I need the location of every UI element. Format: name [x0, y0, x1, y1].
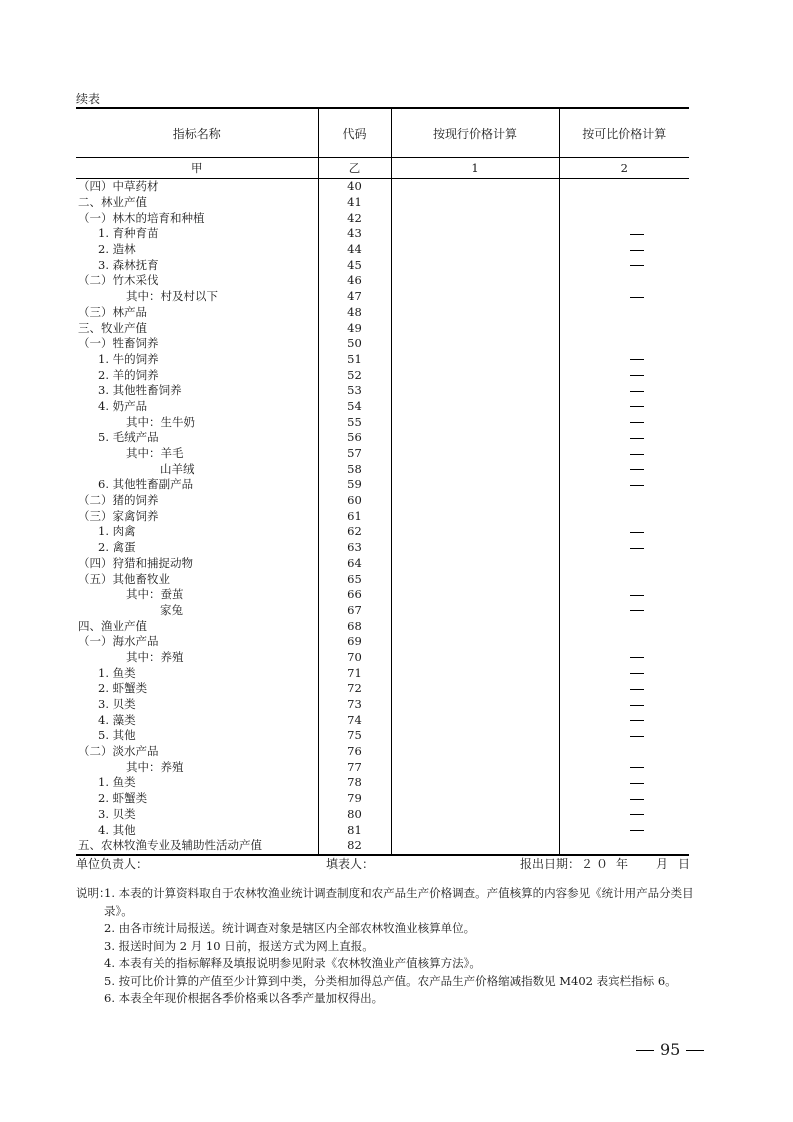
table-row [76, 305, 689, 321]
subheader-name: 甲 [76, 158, 318, 179]
indicator-name-cell: （一）林木的培育和种植 [78, 210, 205, 225]
not-applicable-dash [630, 830, 644, 831]
current-price-cell[interactable] [391, 556, 559, 572]
current-price-cell[interactable] [391, 493, 559, 509]
comparable-price-cell [559, 712, 689, 728]
comparable-price-cell [559, 383, 689, 399]
indicator-name-cell: 5. 毛绒产品 [98, 430, 159, 445]
indicator-code-cell: 80 [318, 807, 391, 823]
indicator-name-cell: （五）其他畜牧业 [78, 571, 170, 586]
indicator-name-cell: 2. 羊的饲养 [98, 367, 159, 382]
not-applicable-dash [630, 250, 644, 251]
current-price-cell[interactable] [391, 195, 559, 211]
indicator-code-cell: 50 [318, 336, 391, 352]
indicator-name-cell: 2. 造林 [98, 242, 136, 257]
comparable-price-cell[interactable] [559, 336, 689, 352]
not-applicable-dash [630, 767, 644, 768]
comparable-price-cell [559, 665, 689, 681]
page-number-value: 95 [660, 1040, 681, 1059]
comparable-price-cell [559, 352, 689, 368]
not-applicable-dash [630, 610, 644, 611]
not-applicable-dash [630, 297, 644, 298]
page-number-right-dash [686, 1050, 704, 1051]
current-price-cell[interactable] [391, 791, 559, 807]
indicator-name-cell: 其中：生牛奶 [126, 414, 195, 429]
indicator-name-cell: 五、农林牧渔专业及辅助性活动产值 [76, 838, 318, 855]
comparable-price-cell [559, 540, 689, 556]
indicator-code-cell: 56 [318, 430, 391, 446]
comparable-price-cell[interactable] [559, 179, 689, 195]
table-row [76, 195, 689, 211]
indicator-name-cell: 山羊绒 [160, 461, 195, 476]
current-price-cell[interactable] [391, 477, 559, 493]
indicator-code-cell: 53 [318, 383, 391, 399]
not-applicable-dash [630, 720, 644, 721]
indicator-name-cell: 其中：村及村以下 [126, 289, 218, 304]
table-row [76, 336, 689, 352]
current-price-cell[interactable] [391, 759, 559, 775]
current-price-cell[interactable] [391, 289, 559, 305]
indicator-code-cell: 41 [318, 195, 391, 211]
indicator-name-cell: 2. 虾蟹类 [98, 681, 148, 696]
comparable-price-cell [559, 587, 689, 603]
current-price-cell[interactable] [391, 665, 559, 681]
indicator-code-cell: 77 [318, 759, 391, 775]
table-row [76, 242, 689, 258]
indicator-code-cell: 69 [318, 634, 391, 650]
table-row [76, 712, 689, 728]
table-row [76, 822, 689, 838]
current-price-cell[interactable] [391, 367, 559, 383]
not-applicable-dash [630, 673, 644, 674]
comparable-price-cell[interactable] [559, 571, 689, 587]
indicator-code-cell: 59 [318, 477, 391, 493]
table-row [76, 508, 689, 524]
comparable-price-cell [559, 446, 689, 462]
table-row [76, 179, 689, 195]
comparable-price-cell [559, 650, 689, 666]
current-price-cell[interactable] [391, 634, 559, 650]
table-row [76, 744, 689, 760]
note-item: 1. 本表的计算资料取自于农林牧渔业统计调查制度和农产品生产价格调查。产值核算的内容参见《统计用产品分类目录》。 [104, 886, 694, 918]
not-applicable-dash [630, 689, 644, 690]
current-price-cell[interactable] [391, 728, 559, 744]
current-price-cell[interactable] [391, 446, 559, 462]
comparable-price-cell[interactable] [559, 618, 689, 634]
header-current-price: 按现行价格计算 [391, 108, 559, 158]
indicator-code-cell: 65 [318, 571, 391, 587]
comparable-price-cell [559, 257, 689, 273]
indicator-name-cell: 4. 藻类 [98, 712, 136, 727]
table-row [76, 226, 689, 242]
table-row [76, 399, 689, 415]
current-price-cell[interactable] [391, 571, 559, 587]
comparable-price-cell [559, 603, 689, 619]
comparable-price-cell [559, 461, 689, 477]
current-price-cell[interactable] [391, 618, 559, 634]
comparable-price-cell [559, 242, 689, 258]
indicator-code-cell: 74 [318, 712, 391, 728]
indicator-name-cell: 1. 育种育苗 [98, 226, 159, 241]
table-row [76, 352, 689, 368]
comparable-price-cell [559, 289, 689, 305]
subheader-comparable: 2 [559, 158, 689, 179]
comparable-price-cell [559, 414, 689, 430]
current-price-cell[interactable] [391, 320, 559, 336]
comparable-price-cell [559, 399, 689, 415]
subheader-current: 1 [391, 158, 559, 179]
not-applicable-dash [630, 469, 644, 470]
indicator-name-cell: （二）猪的饲养 [78, 493, 159, 508]
table-row [76, 634, 689, 650]
indicator-name-cell: 2. 禽蛋 [98, 540, 136, 555]
indicator-name-cell: 三、牧业产值 [78, 320, 147, 335]
current-price-cell[interactable] [391, 650, 559, 666]
not-applicable-dash [630, 814, 644, 815]
current-price-cell[interactable] [391, 210, 559, 226]
comparable-price-cell [559, 791, 689, 807]
indicator-code-cell: 57 [318, 446, 391, 462]
table-row [76, 697, 689, 713]
header-code: 代码 [318, 108, 391, 158]
indicator-code-cell: 60 [318, 493, 391, 509]
comparable-price-cell[interactable] [559, 508, 689, 524]
current-price-cell[interactable] [391, 399, 559, 415]
indicator-code-cell: 67 [318, 603, 391, 619]
comparable-price-cell [559, 681, 689, 697]
indicator-name-cell: 1. 鱼类 [98, 665, 136, 680]
comparable-price-cell [559, 697, 689, 713]
indicator-code-cell: 82 [318, 838, 391, 855]
note-item: 3. 报送时间为 2 月 10 日前，报送方式为网上直报。 [104, 938, 374, 953]
table-row [76, 320, 689, 336]
indicator-code-cell: 73 [318, 697, 391, 713]
current-price-cell[interactable] [391, 697, 559, 713]
table-row [76, 273, 689, 289]
note-item: 6. 本表全年现价根据各季价格乘以各季产量加权得出。 [104, 991, 384, 1005]
report-month-unit: 月 [656, 857, 669, 871]
table-row [76, 587, 689, 603]
indicator-name-cell: 4. 其他 [98, 822, 136, 837]
current-price-cell[interactable] [391, 587, 559, 603]
table-row [76, 759, 689, 775]
indicator-code-cell: 61 [318, 508, 391, 524]
indicator-name-cell: 3. 贝类 [98, 806, 136, 821]
indicator-name-cell: 其中：羊毛 [126, 446, 184, 461]
not-applicable-dash [630, 438, 644, 439]
indicator-code-cell: 62 [318, 524, 391, 540]
comparable-price-cell[interactable] [559, 320, 689, 336]
current-price-cell[interactable] [391, 603, 559, 619]
current-price-cell[interactable] [391, 242, 559, 258]
note-item: 2. 由各市统计局报送。统计调查对象是辖区内全部农林牧渔业核算单位。 [104, 921, 476, 935]
table-row [76, 383, 689, 399]
table-row [76, 807, 689, 823]
comparable-price-cell [559, 524, 689, 540]
indicator-code-cell: 43 [318, 226, 391, 242]
indicator-code-cell: 48 [318, 305, 391, 321]
table-row [76, 838, 689, 855]
comparable-price-cell[interactable] [559, 305, 689, 321]
indicator-code-cell: 78 [318, 775, 391, 791]
table-row [76, 681, 689, 697]
indicator-name-cell: 1. 牛的饲养 [98, 351, 159, 366]
current-price-cell[interactable] [391, 383, 559, 399]
comparable-price-cell [559, 367, 689, 383]
indicator-code-cell: 49 [318, 320, 391, 336]
current-price-cell[interactable] [391, 226, 559, 242]
indicator-code-cell: 40 [318, 179, 391, 195]
indicator-name-cell: 其中：蚕茧 [126, 587, 184, 602]
comparable-price-cell[interactable] [559, 556, 689, 572]
indicator-name-cell: （三）家禽饲养 [78, 508, 159, 523]
responsible-label: 单位负责人： [76, 857, 149, 871]
not-applicable-dash [630, 234, 644, 235]
not-applicable-dash [630, 359, 644, 360]
subheader-code: 乙 [318, 158, 391, 179]
indicator-code-cell: 70 [318, 650, 391, 666]
report-year-unit: 年 [616, 857, 629, 871]
table-row [76, 524, 689, 540]
not-applicable-dash [630, 705, 644, 706]
filler-label: 填表人： [326, 857, 375, 871]
indicator-name-cell: 3. 其他牲畜饲养 [98, 383, 182, 398]
table-row [76, 477, 689, 493]
table-row [76, 571, 689, 587]
report-date-label: 报出日期： [520, 857, 581, 871]
indicator-name-cell: （一）牲畜饲养 [78, 336, 159, 351]
table-row [76, 289, 689, 305]
not-applicable-dash [630, 548, 644, 549]
indicator-code-cell: 42 [318, 210, 391, 226]
current-price-cell[interactable] [391, 461, 559, 477]
indicator-code-cell: 66 [318, 587, 391, 603]
table-row [76, 493, 689, 509]
table-row [76, 728, 689, 744]
indicator-code-cell: 63 [318, 540, 391, 556]
table-row [76, 446, 689, 462]
current-price-cell[interactable] [391, 414, 559, 430]
comparable-price-cell [559, 807, 689, 823]
continued-label: 续表 [76, 92, 101, 106]
current-price-cell[interactable] [391, 430, 559, 446]
indicator-code-cell: 76 [318, 744, 391, 760]
indicator-code-cell: 75 [318, 728, 391, 744]
page-number-left-dash [636, 1050, 654, 1051]
comparable-price-cell[interactable] [559, 744, 689, 760]
not-applicable-dash [630, 595, 644, 596]
indicator-code-cell: 68 [318, 618, 391, 634]
indicator-code-cell: 72 [318, 681, 391, 697]
note-item: 5. 按可比价计算的产值至少计算到中类，分类相加得总产值。农产品生产价格缩减指数见 M402 表宾栏指标 6。 [104, 973, 677, 988]
subheader-row [76, 158, 689, 179]
current-price-cell[interactable] [391, 775, 559, 791]
not-applicable-dash [630, 783, 644, 784]
table-row [76, 556, 689, 572]
indicator-code-cell: 46 [318, 273, 391, 289]
table-row [76, 775, 689, 791]
indicator-code-cell: 54 [318, 399, 391, 415]
comparable-price-cell [559, 728, 689, 744]
indicator-name-cell: 家兔 [160, 602, 183, 617]
table-row [76, 414, 689, 430]
not-applicable-dash [630, 265, 644, 266]
indicator-name-cell: （二）淡水产品 [78, 744, 159, 759]
indicator-code-cell: 64 [318, 556, 391, 572]
indicator-name-cell: 四、渔业产值 [78, 618, 147, 633]
not-applicable-dash [630, 736, 644, 737]
indicator-code-cell: 71 [318, 665, 391, 681]
indicator-name-cell: 其中：养殖 [126, 649, 184, 664]
not-applicable-dash [630, 657, 644, 658]
comparable-price-cell [559, 822, 689, 838]
indicator-name-cell: （二）竹木采伐 [78, 273, 159, 288]
not-applicable-dash [630, 532, 644, 533]
header-comparable-price: 按可比价格计算 [559, 108, 689, 158]
indicator-name-cell: 2. 虾蟹类 [98, 791, 148, 806]
indicator-code-cell: 51 [318, 352, 391, 368]
table-row [76, 603, 689, 619]
comparable-price-cell[interactable] [559, 273, 689, 289]
not-applicable-dash [630, 375, 644, 376]
header-row [76, 108, 689, 158]
not-applicable-dash [630, 799, 644, 800]
comparable-price-cell [559, 775, 689, 791]
indicator-name-cell: （四）狩猎和捕捉动物 [78, 555, 193, 570]
indicator-code-cell: 79 [318, 791, 391, 807]
indicator-name-cell: 3. 森林抚育 [98, 257, 159, 272]
comparable-price-cell[interactable] [559, 838, 689, 855]
comparable-price-cell [559, 430, 689, 446]
indicator-name-cell: 3. 贝类 [98, 697, 136, 712]
signature-row [76, 855, 689, 871]
table-row [76, 367, 689, 383]
current-price-cell[interactable] [391, 179, 559, 195]
current-price-cell[interactable] [391, 822, 559, 838]
comparable-price-cell[interactable] [559, 634, 689, 650]
indicator-code-cell: 45 [318, 257, 391, 273]
not-applicable-dash [630, 485, 644, 486]
not-applicable-dash [630, 391, 644, 392]
indicator-name-cell: （一）海水产品 [78, 634, 159, 649]
comparable-price-cell [559, 759, 689, 775]
current-price-cell[interactable] [391, 336, 559, 352]
report-day-unit: 日 [678, 857, 691, 871]
current-price-cell[interactable] [391, 712, 559, 728]
indicator-name-cell: 1. 肉禽 [98, 524, 136, 539]
current-price-cell[interactable] [391, 807, 559, 823]
indicator-code-cell: 58 [318, 461, 391, 477]
table-row [76, 650, 689, 666]
header-name: 指标名称 [76, 108, 318, 158]
report-year-prefix: ２０ [581, 857, 612, 871]
not-applicable-dash [630, 454, 644, 455]
comparable-price-cell [559, 477, 689, 493]
current-price-cell[interactable] [391, 681, 559, 697]
indicator-name-cell: 1. 鱼类 [98, 775, 136, 790]
current-price-cell[interactable] [391, 838, 559, 855]
indicator-name-cell: 其中：养殖 [126, 759, 184, 774]
not-applicable-dash [630, 422, 644, 423]
indicator-code-cell: 55 [318, 414, 391, 430]
comparable-price-cell[interactable] [559, 210, 689, 226]
indicator-name-cell: （三）林产品 [78, 304, 147, 319]
comparable-price-cell [559, 226, 689, 242]
current-price-cell[interactable] [391, 744, 559, 760]
note-item: 4. 本表有关的指标解释及填报说明参见附录《农林牧渔业产值核算方法》。 [104, 956, 481, 970]
page-number [630, 1040, 710, 1059]
current-price-cell[interactable] [391, 305, 559, 321]
comparable-price-cell[interactable] [559, 493, 689, 509]
table-row [76, 257, 689, 273]
current-price-cell[interactable] [391, 352, 559, 368]
indicator-name-cell: （四）中草药材 [78, 179, 159, 194]
comparable-price-cell[interactable] [559, 195, 689, 211]
table-body [76, 179, 689, 855]
table-row [76, 791, 689, 807]
indicator-name-cell: 5. 其他 [98, 728, 136, 743]
table-row [76, 210, 689, 226]
current-price-cell[interactable] [391, 257, 559, 273]
current-price-cell[interactable] [391, 524, 559, 540]
indicator-code-cell: 44 [318, 242, 391, 258]
table-row [76, 618, 689, 634]
indicator-code-cell: 47 [318, 289, 391, 305]
not-applicable-dash [630, 406, 644, 407]
indicator-name-cell: 二、林业产值 [78, 195, 147, 210]
current-price-cell[interactable] [391, 508, 559, 524]
table-row [76, 461, 689, 477]
table-row [76, 430, 689, 446]
notes-label: 说明： [76, 886, 111, 900]
table-row [76, 665, 689, 681]
indicator-code-cell: 52 [318, 367, 391, 383]
indicator-code-cell: 81 [318, 822, 391, 838]
notes-section [76, 885, 706, 1008]
table-row [76, 540, 689, 556]
indicator-name-cell: 4. 奶产品 [98, 398, 148, 413]
current-price-cell[interactable] [391, 540, 559, 556]
current-price-cell[interactable] [391, 273, 559, 289]
indicator-name-cell: 6. 其他牲畜副产品 [98, 477, 194, 492]
indicator-table [76, 107, 689, 856]
